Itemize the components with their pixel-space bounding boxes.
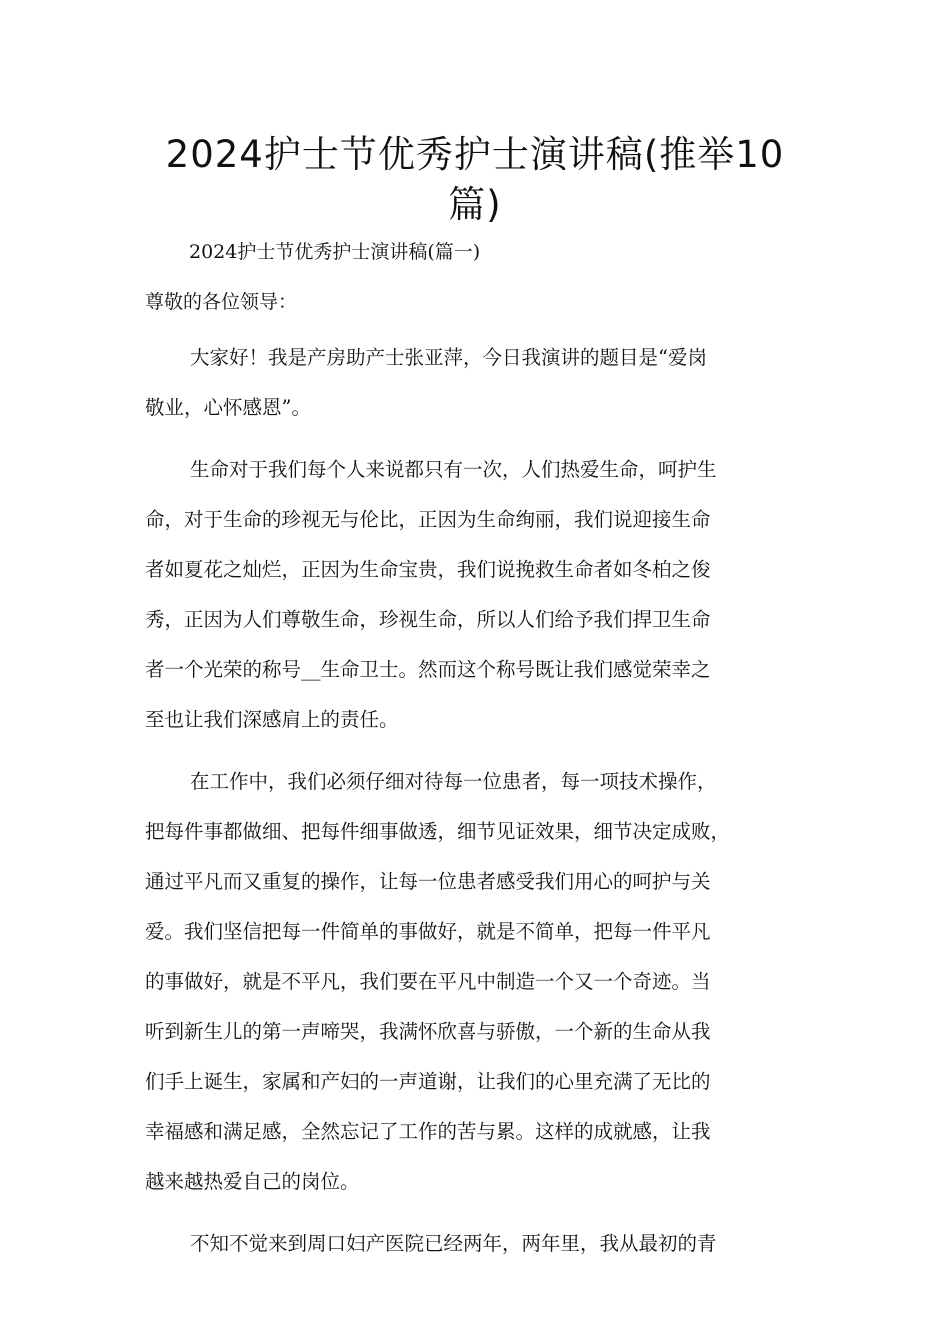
- section-subtitle: 2024护士节优秀护士演讲稿(篇一): [189, 241, 481, 263]
- text-line: 生命对于我们每个人来说都只有一次，人们热爱生命，呵护生: [190, 458, 717, 481]
- text-line: 命，对于生命的珍视无与伦比，正因为生命绚丽，我们说迎接生命: [145, 508, 711, 531]
- text-line: 听到新生儿的第一声啼哭，我满怀欣喜与骄傲，一个新的生命从我: [145, 1020, 711, 1043]
- body-text: [145, 333, 805, 1269]
- title-line: 篇): [448, 183, 502, 226]
- text-line: 至也让我们深感肩上的责任。: [145, 708, 399, 731]
- text-line: 在工作中，我们必须仔细对待每一位患者，每一项技术操作，: [190, 770, 717, 793]
- text-line: 的事做好，就是不平凡，我们要在平凡中制造一个又一个奇迹。当: [145, 970, 711, 993]
- text-line: 不知不觉来到周口妇产医院已经两年，两年里，我从最初的青: [190, 1232, 717, 1255]
- text-line: 者一个光荣的称号__生命卫士。然而这个称号既让我们感觉荣幸之: [145, 658, 711, 681]
- text-line: 们手上诞生，家属和产妇的一声道谢，让我们的心里充满了无比的: [145, 1070, 711, 1093]
- text-line: 敬业，心怀感恩”。: [145, 396, 311, 419]
- title-line: 2024护士节优秀护士演讲稿(推举10: [165, 133, 785, 176]
- text-line: 幸福感和满足感，全然忘记了工作的苦与累。这样的成就感，让我: [145, 1120, 711, 1143]
- paragraph: [145, 333, 805, 433]
- text-line: 者如夏花之灿烂，正因为生命宝贵，我们说挽救生命者如冬柏之俊: [145, 558, 711, 581]
- text-line: 秀，正因为人们尊敬生命，珍视生命，所以人们给予我们捍卫生命: [145, 608, 711, 631]
- text-line: 爱。我们坚信把每一件简单的事做好，就是不简单，把每一件平凡: [145, 920, 711, 943]
- document-title: [145, 130, 805, 230]
- paragraph: [145, 757, 805, 1207]
- text-line: 大家好！我是产房助产士张亚萍，今日我演讲的题目是“爱岗: [190, 346, 707, 369]
- text-line: 把每件事都做细、把每件细事做透，细节见证效果，细节决定成败，: [145, 820, 731, 843]
- salutation: 尊敬的各位领导：: [145, 291, 298, 313]
- paragraph: [145, 1219, 805, 1269]
- text-line: 越来越热爱自己的岗位。: [145, 1170, 360, 1193]
- text-line: 通过平凡而又重复的操作，让每一位患者感受我们用心的呵护与关: [145, 870, 711, 893]
- paragraph: [145, 445, 805, 745]
